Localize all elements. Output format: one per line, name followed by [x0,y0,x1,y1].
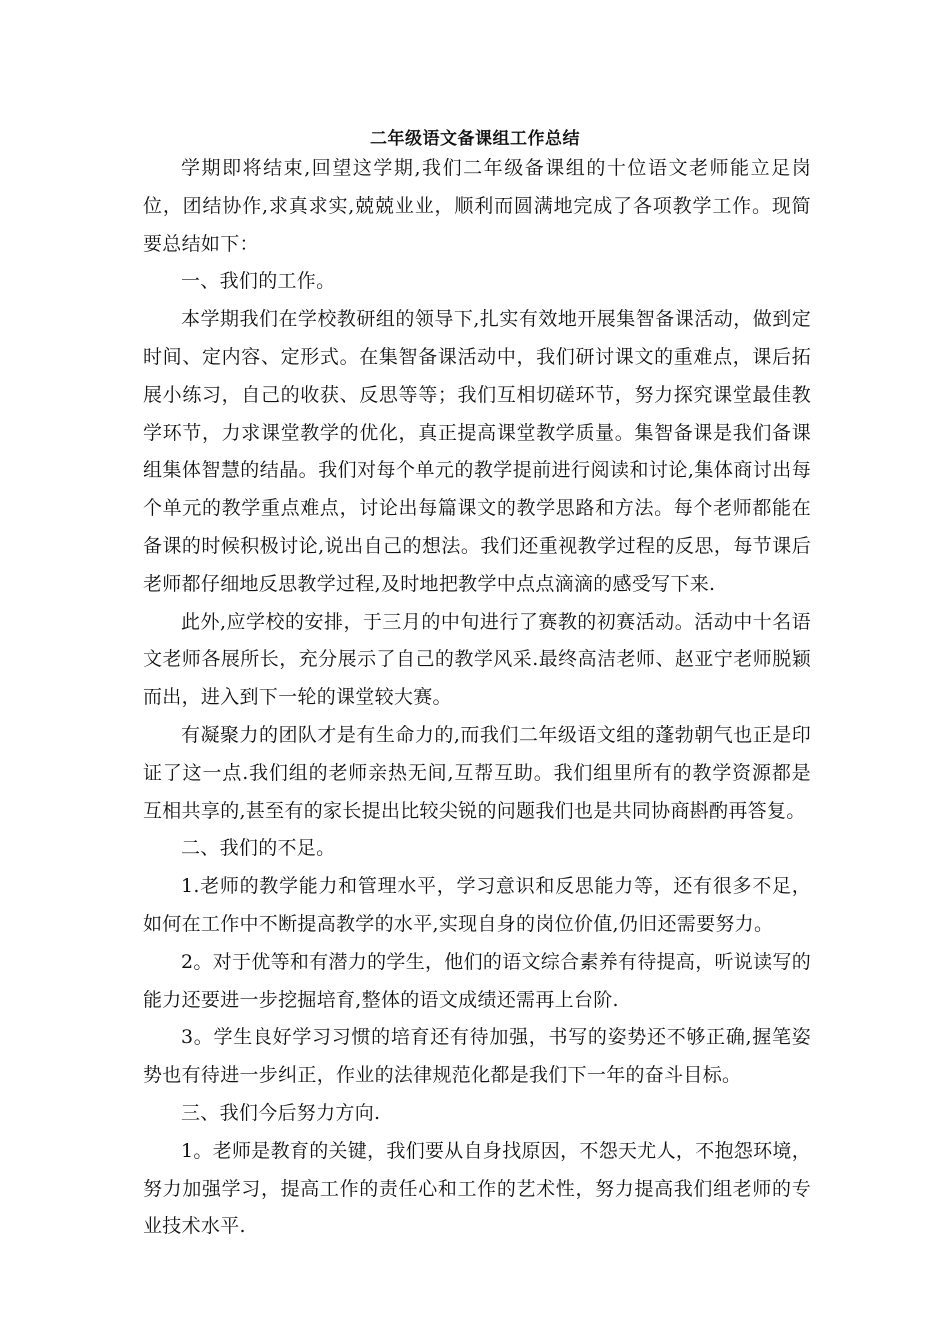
section-heading-shortcomings: 二、我们的不足。 [181,837,336,860]
paragraph-team-cohesion: 有凝聚力的团队才是有生命力的,而我们二年级语文组的蓬勃朝气也正是印证了这一点.我们组的老师亲热无间,互帮互助。我们组里所有的教学资源都是互相共享的,甚至有的家长提出比较尖锐的问题我们也是共同协商斟酌再答复。 [143,723,811,822]
paragraph-shortcoming-2: 2。对于优等和有潜力的学生，他们的语文综合素养有待提高，听说读写的能力还要进一步挖掘培育,整体的语文成绩还需再上台阶. [143,950,811,1011]
section-heading-future: 三、我们今后努力方向. [181,1101,381,1124]
paragraph-collective-lesson-prep: 本学期我们在学校教研组的领导下,扎实有效地开展集智备课活动，做到定时间、定内容、定形式。在集智备课活动中，我们研讨课文的重难点，课后拓展小练习，自己的收获、反思等等；我们互相切磋环节，努力探究课堂最佳教学环节，力求课堂教学的优化，真正提高课堂教学质量。集智备课是我们备课组集体智慧的结晶。我们对每个单元的教学提前进行阅读和讨论,集体商讨出每个单元的教学重点难点，讨论出每篇课文的教学思路和方法。每个老师都能在备课的时候积极讨论,说出自己的想法。我们还重视教学过程的反思，每节课后老师都仔细地反思教学过程,及时地把教学中点点滴滴的感受写下来. [143,308,811,595]
paragraph-shortcoming-1: 1.老师的教学能力和管理水平，学习意识和反思能力等，还有很多不足，如何在工作中不断提高教学的水平,实现自身的岗位价值,仍旧还需要努力。 [143,875,811,935]
paragraph-teaching-contest: 此外,应学校的安排，于三月的中旬进行了赛教的初赛活动。活动中十名语文老师各展所长，充分展示了自己的教学风采.最终高洁老师、赵亚宁老师脱颖而出，进入到下一轮的课堂较大赛。 [143,610,811,709]
paragraph-intro: 学期即将结束,回望这学期,我们二年级备课组的十位语文老师能立足岗位，团结协作,求真求实,兢兢业业，顺利而圆满地完成了各项教学工作。现简要总结如下： [143,157,811,255]
document-body [143,150,811,1246]
section-heading-work: 一、我们的工作。 [181,270,336,293]
document-title: 二年级语文备课组工作总结 [370,129,580,149]
paragraph-shortcoming-3: 3。学生良好学习习惯的培育还有待加强，书写的姿势还不够正确,握笔姿势也有待进一步纠正，作业的法律规范化都是我们下一年的奋斗目标。 [143,1026,811,1087]
paragraph-future-1: 1。老师是教育的关键，我们要从自身找原因，不怨天尤人，不抱怨环境，努力加强学习，提高工作的责任心和工作的艺术性，努力提高我们组老师的专业技术水平. [143,1139,811,1238]
